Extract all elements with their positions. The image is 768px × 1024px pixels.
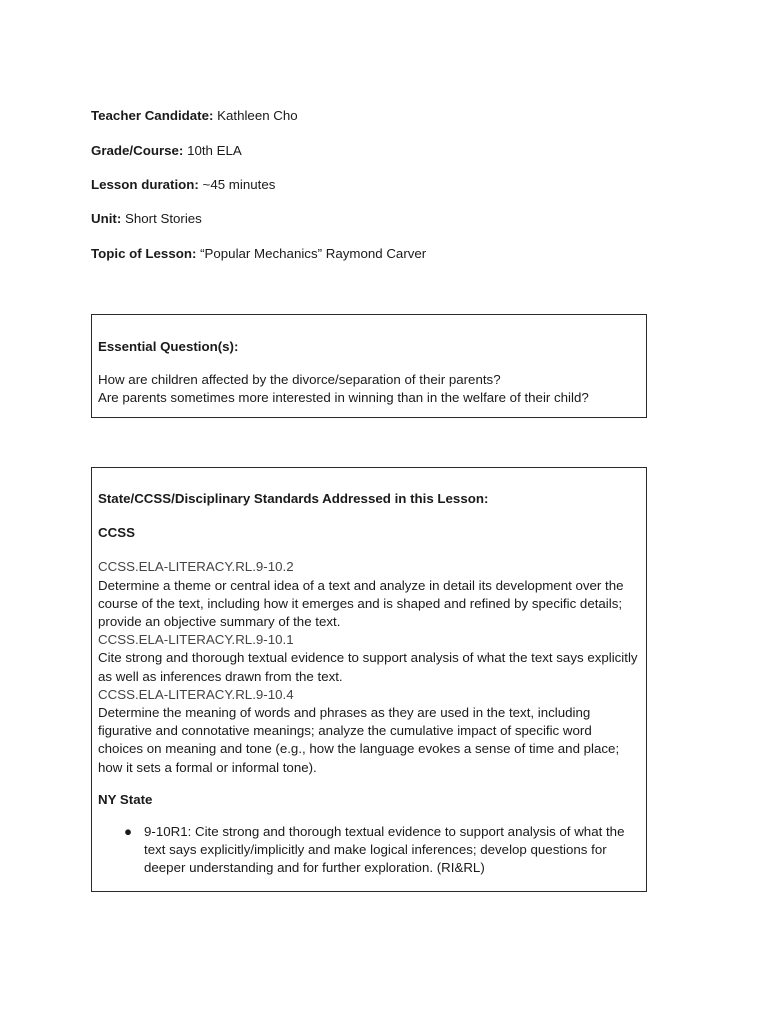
ccss-standard-code: CCSS.ELA-LITERACY.RL.9-10.4 (98, 686, 294, 702)
topic-label: Topic of Lesson: (91, 246, 197, 261)
teacher-candidate-label: Teacher Candidate: (91, 108, 214, 123)
lesson-duration-line (91, 176, 275, 194)
unit-line (91, 210, 202, 228)
lesson-duration-value: ~45 minutes (198, 177, 276, 192)
ccss-standard-code: CCSS.ELA-LITERACY.RL.9-10.2 (98, 559, 294, 575)
ccss-standard-text: Cite strong and thorough textual evidence to support analysis of what the text says explicitly as well as inferences drawn from the text. (98, 650, 638, 684)
standards-heading: State/CCSS/Disciplinary Standards Addressed in this Lesson: (98, 491, 489, 506)
ccss-standard-code: CCSS.ELA-LITERACY.RL.9-10.1 (98, 632, 294, 648)
ccss-heading: CCSS (98, 525, 135, 541)
ccss-standard-text: Determine the meaning of words and phrases as they are used in the text, including figurative and connotative meanings; analyze the cumulative impact of specific word choices on meaning and tone (e.g., how the language evokes a sense of time and place; how it sets a formal or informal tone). (98, 705, 620, 775)
unit-value: Short Stories (121, 211, 202, 226)
topic-line (91, 245, 426, 263)
grade-course-value: 10th ELA (183, 143, 242, 158)
grade-course-line (91, 142, 242, 160)
ny-standard-text: 9-10R1: Cite strong and thorough textual evidence to support analysis of what the text says explicitly/implicitly and make logical inferences; develop questions for deeper understanding and for further exploration. (RI&RL) (144, 824, 625, 876)
unit-label: Unit: (91, 211, 122, 226)
ccss-standard-text: Determine a theme or central idea of a text and analyze in detail its development over the course of the text, including how it emerges and is shaped and refined by specific details; provide an objective summary of the text. (98, 577, 624, 630)
grade-course-label: Grade/Course: (91, 143, 184, 158)
lesson-duration-label: Lesson duration: (91, 177, 199, 192)
teacher-candidate-value: Kathleen Cho (213, 108, 298, 123)
essential-questions-box (91, 314, 647, 418)
ny-state-heading: NY State (98, 791, 153, 807)
topic-value: “Popular Mechanics” Raymond Carver (196, 246, 427, 261)
essential-questions-heading: Essential Question(s): (98, 339, 239, 354)
standards-box (91, 467, 647, 892)
essential-question-2: Are parents sometimes more interested in winning than in the welfare of their child? (98, 390, 589, 406)
ny-standards-list (98, 823, 640, 878)
teacher-candidate-line (91, 107, 298, 125)
essential-question-1: How are children affected by the divorce/separation of their parents? (98, 372, 501, 388)
bullet-icon: ● (124, 824, 133, 840)
list-item (124, 823, 640, 878)
